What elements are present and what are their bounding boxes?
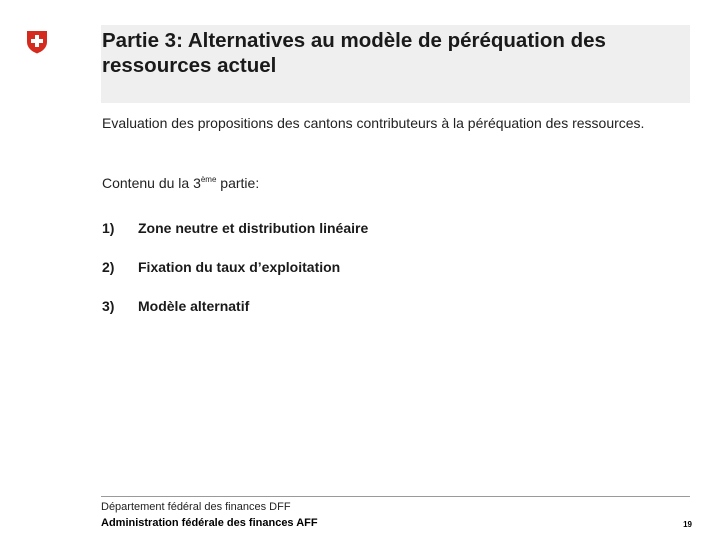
contents-label-prefix: Contenu du la 3: [102, 175, 201, 191]
intro-text: Evaluation des propositions des cantons contributeurs à la péréquation des ressources.: [102, 115, 645, 131]
list-item-text: Zone neutre et distribution linéaire: [138, 220, 369, 236]
footer-administration: Administration fédérale des finances AFF: [101, 517, 318, 529]
list-item-number: 2): [102, 259, 115, 275]
contents-label: [102, 174, 259, 192]
page-title: Partie 3: Alternatives au modèle de péréquation des ressources actuel: [102, 29, 606, 77]
footer-department: Département fédéral des finances DFF: [101, 501, 291, 513]
list-item-number: 3): [102, 298, 115, 314]
swiss-cross-icon: [26, 30, 48, 54]
contents-label-superscript: ème: [200, 175, 217, 184]
swiss-cross-shield: [26, 30, 48, 54]
list-item-text: Fixation du taux d’exploitation: [138, 259, 341, 275]
page-number: 19: [683, 520, 692, 529]
footer-divider: [101, 496, 690, 497]
list-item-text: Modèle alternatif: [138, 298, 250, 314]
contents-label-suffix: partie:: [216, 175, 260, 191]
list-item-number: 1): [102, 220, 115, 236]
